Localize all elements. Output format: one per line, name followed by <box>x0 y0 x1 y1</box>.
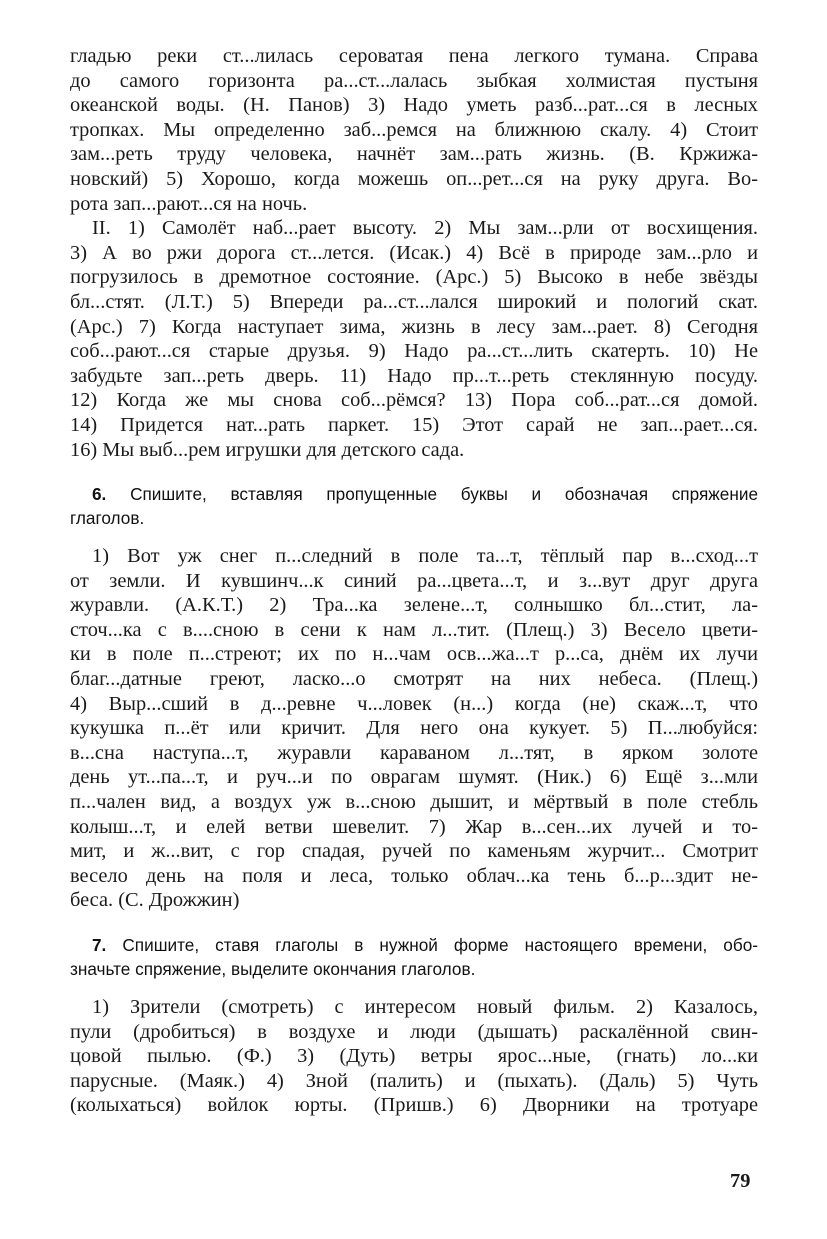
task-7-exercise <box>70 995 758 1118</box>
text-line: (Арс.) 7) Когда наступает зима, жизнь в лесу зам...рает. 8) Сегодня <box>70 315 758 338</box>
text-line: беса. (С. Дрожжин) <box>70 889 240 912</box>
task-number: 6. <box>92 484 107 505</box>
text-line: мит, и ж...вит, с гор спадая, ручей по каменьям журчит... Смотрит <box>70 840 758 863</box>
text-line: 14) Придется нат...рать паркет. 15) Этот сарай не зап...рает...ся. <box>70 413 758 436</box>
page-content <box>70 44 758 1118</box>
text-line: 1) Зрители (смотреть) с интересом новый фильм. 2) Казалось, <box>92 996 758 1018</box>
heading-line: глаголов. <box>70 508 145 529</box>
heading-line <box>70 933 758 957</box>
text-line: океанской воды. (Н. Панов) 3) Надо уметь разб...рат...ся в лесных <box>70 94 758 117</box>
text-line: до самого горизонта ра...ст...лалась зыбкая холмистая пустыня <box>70 69 758 92</box>
text-line: (колыхаться) войлок юрты. (Пришв.) 6) Дворники на тротуаре <box>70 1094 758 1117</box>
task-6-heading <box>70 482 758 530</box>
part-two-paragraph <box>70 216 758 462</box>
text-line: 12) Когда же мы снова соб...рёмся? 13) Пора соб...рат...ся домой. <box>70 389 758 412</box>
text-line: погрузилось в дремотное состояние. (Арс.) 5) Высоко в небе звёзды <box>70 266 758 289</box>
heading-text: Спишите, вставляя пропущенные буквы и обозначая спряжение <box>130 484 758 505</box>
text-line: рота зап...рают...ся на ночь. <box>70 192 308 215</box>
heading-line <box>70 482 758 506</box>
text-line: колыш...т, и елей ветви шевелит. 7) Жар в...сен...их лучей и то- <box>70 815 758 838</box>
text-line: благ...датные греют, ласко...о смотрят на них небеса. (Плещ.) <box>70 668 758 691</box>
text-line: 4) Выр...сший в д...ревне ч...ловек (н...) когда (не) скаж...т, что <box>70 692 758 715</box>
task-number: 7. <box>92 935 107 955</box>
text-line: журавли. (А.К.Т.) 2) Тра...ка зелене...т, солнышко бл...стит, ла- <box>70 594 758 617</box>
text-line: от земли. И кувшинч...к синий ра...цвета...т, и з...вут друг друга <box>70 569 758 592</box>
text-line: ки в поле п...стреют; их по н...чам осв...жа...т р...са, днём их лучи <box>70 643 758 666</box>
text-line: бл...стят. (Л.Т.) 5) Впереди ра...ст...лался широкий и пологий скат. <box>70 290 758 313</box>
text-line: весело день на поля и леса, только облач...ка тень б...р...здит не- <box>70 864 758 887</box>
text-line: 1) Вот уж снег п...следний в поле та...т, тёплый пар в...сход...т <box>92 545 758 568</box>
continuation-paragraph <box>70 44 758 216</box>
heading-text: Спишите, ставя глаголы в нужной форме настоящего времени, обо- <box>122 935 758 955</box>
text-line: цовой пылью. (Ф.) 3) (Дуть) ветры ярос...ные, (гнать) ло...ки <box>70 1045 758 1068</box>
text-line: зам...реть труду человека, начнёт зам...рать жизнь. (В. Кржижа- <box>70 143 758 166</box>
text-line: тропках. Мы определенно заб...ремся на ближнюю скалу. 4) Стоит <box>70 118 758 141</box>
text-line: день ут...па...т, и руч...и по оврагам шумят. (Ник.) 6) Ещё з...мли <box>70 766 758 789</box>
page-number: 79 <box>730 1170 751 1192</box>
text-line: гладью реки ст...лилась сероватая пена легкого тумана. Справа <box>70 45 758 67</box>
text-line: кукушка п...ёт или кричит. Для него она кукует. 5) П...любуйся: <box>70 717 758 740</box>
task-6-exercise <box>70 544 758 913</box>
text-line: 16) Мы выб...рем игрушки для детского сада. <box>70 438 465 461</box>
text-line: сточ...ка с в....сною в сени к нам л...тит. (Плещ.) 3) Весело цвети- <box>70 618 758 641</box>
text-line: пули (дробиться) в воздухе и люди (дышать) раскалённой свин- <box>70 1020 758 1043</box>
text-line: парусные. (Маяк.) 4) Зной (палить) и (пыхать). (Даль) 5) Чуть <box>70 1069 758 1092</box>
text-line: в...сна наступа...т, журавли караваном л...тят, в ярком золоте <box>70 741 758 764</box>
text-line: новский) 5) Хорошо, когда можешь оп...рет...ся на руку друга. Во- <box>70 167 758 190</box>
task-7-heading <box>70 933 758 981</box>
text-line: 3) А во ржи дорога ст...лется. (Исак.) 4) Всё в природе зам...рло и <box>70 241 758 264</box>
text-line: соб...рают...ся старые друзья. 9) Надо ра...ст...лить скатерть. 10) Не <box>70 340 758 363</box>
text-line: забудьте зап...реть дверь. 11) Надо пр...т...реть стеклянную посуду. <box>70 364 758 387</box>
heading-line: значьте спряжение, выделите окончания глаголов. <box>70 959 476 979</box>
text-line: п...чален вид, а воздух уж в...сною дышит, и мёртвый в поле стебль <box>70 791 758 814</box>
text-line: II. 1) Самолёт наб...рает высоту. 2) Мы зам...рли от восхищения. <box>92 217 758 240</box>
